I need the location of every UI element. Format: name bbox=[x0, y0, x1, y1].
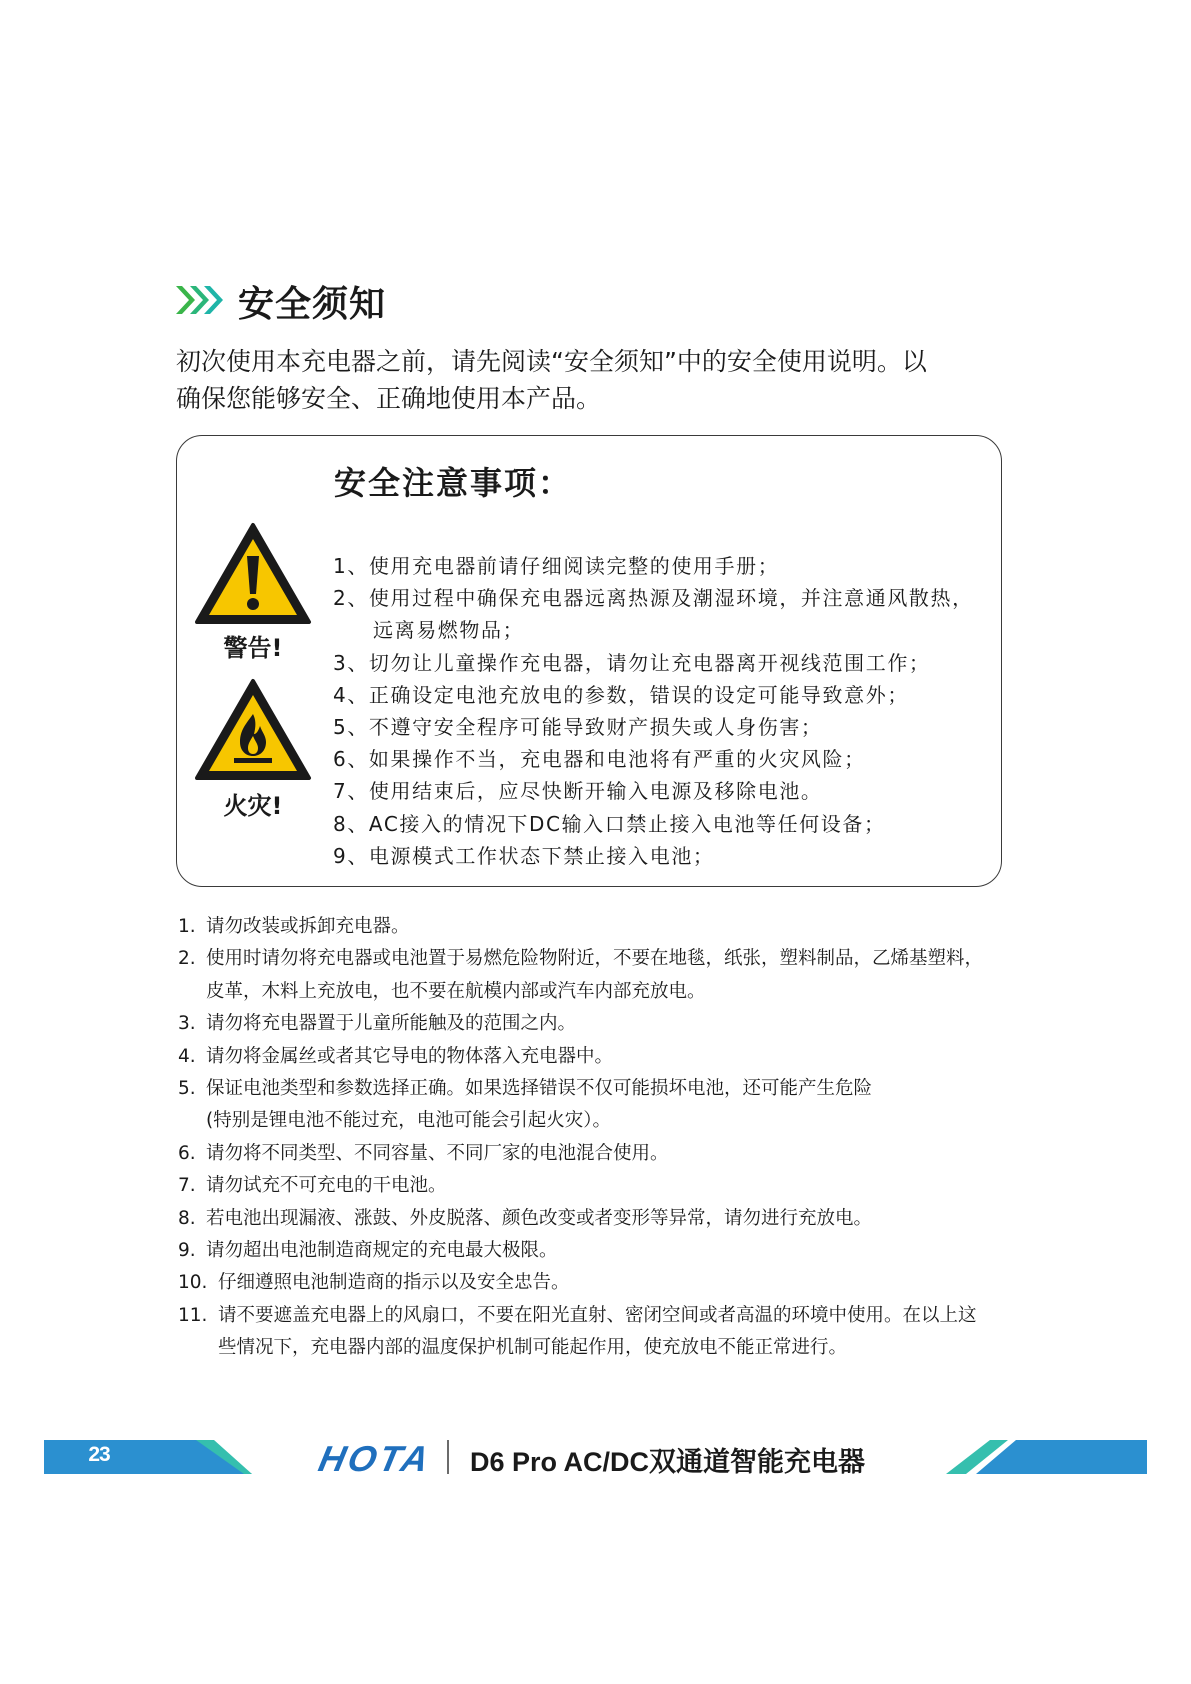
list-item-continuation: 皮革，木料上充放电，也不要在航模内部或汽车内部充放电。 bbox=[206, 980, 706, 1002]
list-item bbox=[178, 1138, 1058, 1170]
list-item-continuation: 些情况下，充电器内部的温度保护机制可能起作用，使充放电不能正常进行。 bbox=[218, 1337, 848, 1359]
list-item: 6、如果操作不当，充电器和电池将有严重的火灾风险； bbox=[333, 747, 866, 772]
list-item: 4、正确设定电池充放电的参数，错误的设定可能导致意外； bbox=[333, 682, 909, 707]
list-item-text: 使用时请勿将充电器或电池置于易燃危险物附近，不要在地毯，纸张，塑料制品，乙烯基塑料， bbox=[206, 948, 984, 970]
list-item bbox=[178, 911, 1058, 943]
list-item-number: 5. bbox=[178, 1078, 196, 1100]
triple-chevron-icon bbox=[176, 284, 224, 316]
list-item bbox=[178, 943, 1058, 975]
list-item: 3、切勿让儿童操作充电器，请勿让充电器离开视线范围工作； bbox=[333, 650, 931, 675]
list-item-text: 仔细遵照电池制造商的指示以及安全忠告。 bbox=[218, 1272, 570, 1294]
list-item-text: 请勿改装或拆卸充电器。 bbox=[206, 916, 410, 937]
list-item-continuation: (特别是锂电池不能过充，电池可能会引起火灾）。 bbox=[206, 1110, 611, 1132]
intro-line-2: 确保您能够安全、正确地使用本产品。 bbox=[176, 384, 602, 413]
list-item bbox=[178, 1170, 1058, 1202]
list-item: 8、AC接入的情况下DC输入口禁止接入电池等任何设备； bbox=[333, 811, 886, 836]
warning-triangle-icon bbox=[194, 522, 312, 626]
list-item bbox=[178, 1041, 1058, 1073]
list-item bbox=[178, 1073, 1058, 1105]
list-item-text: 请勿将不同类型、不同容量、不同厂家的电池混合使用。 bbox=[206, 1142, 669, 1164]
list-item bbox=[178, 1235, 1058, 1267]
list-item: 2、使用过程中确保充电器远离热源及潮湿环境，并注意通风散热， bbox=[333, 586, 974, 611]
list-item-text: 请勿超出电池制造商规定的充电最大极限。 bbox=[206, 1240, 558, 1262]
list-item-number: 1. bbox=[178, 916, 196, 937]
safety-rules-list bbox=[178, 911, 1058, 1365]
list-item-text: 请勿试充不可充电的干电池。 bbox=[206, 1175, 447, 1197]
footer-right-band bbox=[946, 1440, 1147, 1474]
list-item-number: 7. bbox=[178, 1175, 196, 1197]
list-item-text: 若电池出现漏液、涨鼓、外皮脱落、颜色改变或者变形等异常，请勿进行充放电。 bbox=[206, 1207, 873, 1229]
page-title: 安全须知 bbox=[238, 284, 387, 325]
list-item: 9、电源模式工作状态下禁止接入电池； bbox=[333, 843, 715, 868]
list-item bbox=[178, 1008, 1058, 1040]
warning-label: 警告! bbox=[223, 634, 283, 662]
list-item-number: 2. bbox=[178, 948, 196, 970]
safety-box-title: 安全注意事项： bbox=[334, 464, 573, 502]
list-item: 1、使用充电器前请仔细阅读完整的使用手册； bbox=[333, 554, 780, 578]
list-item-text: 请勿将金属丝或者其它导电的物体落入充电器中。 bbox=[206, 1045, 614, 1067]
footer-title: D6 Pro AC/DC双通道智能充电器 bbox=[470, 1447, 866, 1477]
list-item bbox=[178, 1300, 1058, 1332]
list-item-text: 请勿将充电器置于儿童所能触及的范围之内。 bbox=[206, 1013, 577, 1035]
safety-notice-list bbox=[333, 550, 993, 872]
fire-label: 火灾! bbox=[223, 792, 283, 820]
list-item-number: 4. bbox=[178, 1045, 196, 1067]
list-item-text: 保证电池类型和参数选择正确。如果选择错误不仅可能损坏电池，还可能产生危险 bbox=[206, 1078, 873, 1100]
list-item: 5、不遵守安全程序可能导致财产损失或人身伤害； bbox=[333, 715, 823, 740]
intro-line-1: 初次使用本充电器之前，请先阅读“安全须知”中的安全使用说明。以 bbox=[176, 347, 927, 376]
list-item bbox=[178, 1203, 1058, 1235]
hota-logo: HOTA bbox=[315, 1438, 436, 1479]
page-number: 23 bbox=[88, 1443, 110, 1466]
list-item-continuation: 远离易燃物品； bbox=[373, 618, 525, 643]
footer-divider bbox=[447, 1440, 449, 1474]
list-item bbox=[178, 1267, 1058, 1299]
list-item-number: 8. bbox=[178, 1207, 196, 1229]
list-item-number: 6. bbox=[178, 1142, 196, 1164]
fire-hazard-icon bbox=[194, 678, 312, 782]
list-item-text: 请不要遮盖充电器上的风扇口，不要在阳光直射、密闭空间或者高温的环境中使用。在以上这 bbox=[218, 1304, 977, 1326]
list-item-number: 9. bbox=[178, 1240, 196, 1262]
intro-paragraph bbox=[176, 343, 1076, 417]
list-item: 7、使用结束后，应尽快断开输入电源及移除电池。 bbox=[333, 779, 823, 804]
list-item-number: 11. bbox=[178, 1304, 208, 1326]
list-item-number: 10. bbox=[178, 1272, 208, 1294]
list-item-number: 3. bbox=[178, 1013, 196, 1035]
